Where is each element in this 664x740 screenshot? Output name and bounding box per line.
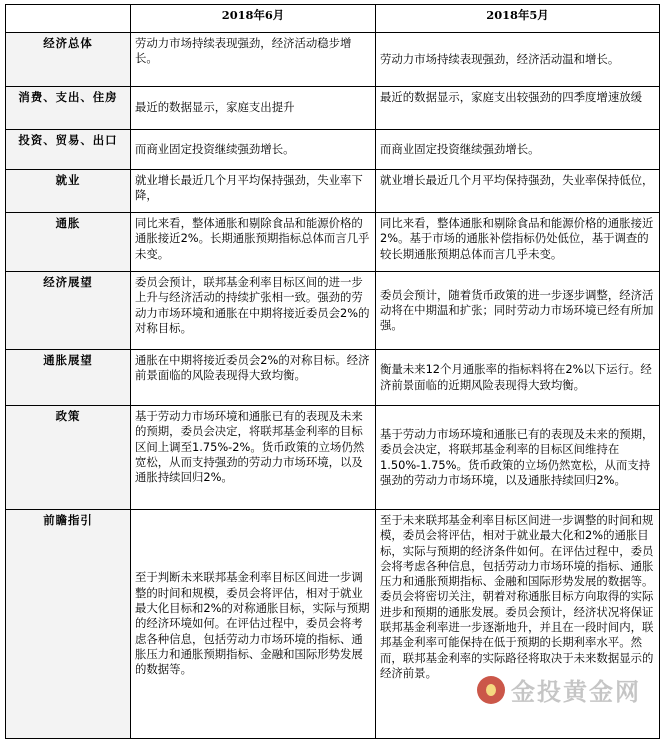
- table-row-policy: [6, 406, 660, 510]
- table-row-investment: [6, 130, 660, 170]
- cell-june: 最近的数据显示，家庭支出提升: [131, 87, 376, 130]
- cell-june: 委员会预计，联邦基金利率目标区间的进一步上升与经济活动的持续扩张相一致。强劲的劳动力市场环境和通胀在中期将接近委员会2%的对称目标。: [131, 272, 376, 350]
- row-label: 消费、支出、住房: [6, 87, 131, 130]
- cell-june: 就业增长最近几个月平均保持强劲，失业率下降，: [131, 170, 376, 213]
- cell-june: 通胀在中期将接近委员会2%的对称目标。经济前景面临的风险表现得大致均衡。: [131, 350, 376, 406]
- row-label: 通胀展望: [6, 350, 131, 406]
- cell-may: 衡量未来12个月通胀率的指标料将在2%以下运行。经济前景面临的近期风险表现得大致均衡。: [376, 350, 660, 406]
- table-row-inflation: [6, 213, 660, 272]
- fomc-comparison-table: [5, 4, 660, 739]
- cell-may: 至于未来联邦基金利率目标区间进一步调整的时间和规模，委员会将评估，相对于就业最大化和2%的通胀目标，实际与预期的经济条件如何。在评估过程中，委员会将考虑各种信息，包括劳动力市场环境的指标、通胀压力和通胀预期指标、金融和国际形势发展的数据等。委员会将密切关注，朝着对称通胀目标方向取得的实际进步和预期的通胀发展。委员会预计，经济状况将保证联邦基金利率进一步逐渐地升，并且在一段时间内，联邦基金利率可能保持在低于预期的长期利率水平。然而，联邦基金利率的实际路径将取决于未来数据显示的经济前景。: [376, 510, 660, 739]
- row-label: 政策: [6, 406, 131, 510]
- cell-june: 至于判断未来联邦基金利率目标区间进一步调整的时间和规模，委员会将评估，相对于就业最大化目标和2%的对称通胀目标，实际与预期的经济环境如何。在评估过程中，委员会将考虑各种信息，包括劳动力市场环境的指标、通胀压力和通胀预期指标、金融和国际形势发展的数据等。: [131, 510, 376, 739]
- table-row-forward-guidance: [6, 510, 660, 739]
- table-header-row: [6, 5, 660, 33]
- row-label: 投资、贸易、出口: [6, 130, 131, 170]
- cell-may: 而商业固定投资继续强劲增长。: [376, 130, 660, 170]
- cell-june: 劳动力市场持续表现强劲，经济活动稳步增长。: [131, 33, 376, 87]
- cell-june: 基于劳动力市场环境和通胀已有的表现及未来的预期，委员会决定，将联邦基金利率的目标区间上调至1.75%-2%。货币政策的立场仍然宽松，从而支持强劲的劳动力市场环境，以及通胀持续回归2%。: [131, 406, 376, 510]
- cell-may: 同比来看，整体通胀和剔除食品和能源价格的通胀接近2%。基于市场的通胀补偿指标仍处低位，基于调查的较长期通胀预期总体而言几乎未变。: [376, 213, 660, 272]
- cell-may: 最近的数据显示，家庭支出较强劲的四季度增速放缓: [376, 87, 660, 130]
- row-label: 经济展望: [6, 272, 131, 350]
- cell-may: 就业增长最近几个月平均保持强劲，失业率保持低位，: [376, 170, 660, 213]
- row-label: 通胀: [6, 213, 131, 272]
- cell-may: 基于劳动力市场环境和通胀已有的表现及未来的预期，委员会决定，将联邦基金利率的目标区间维持在1.50%-1.75%。货币政策的立场仍然宽松，从而支持强劲的劳动力市场环境，以及通胀持续回归2%。: [376, 406, 660, 510]
- row-label: 就业: [6, 170, 131, 213]
- row-label: 经济总体: [6, 33, 131, 87]
- table-row-employment: [6, 170, 660, 213]
- table-row-economy: [6, 33, 660, 87]
- row-label: 前瞻指引: [6, 510, 131, 739]
- header-june-2018: 2018年6月: [131, 5, 376, 33]
- table-row-consumption: [6, 87, 660, 130]
- cell-june: 同比来看，整体通胀和剔除食品和能源价格的通胀接近2%。长期通胀预期指标总体而言几乎未变。: [131, 213, 376, 272]
- table-row-inflation-outlook: [6, 350, 660, 406]
- cell-may: 委员会预计，随着货币政策的进一步逐步调整，经济活动将在中期温和扩张；同时劳动力市场环境已经有所加强。: [376, 272, 660, 350]
- header-corner-cell: [6, 5, 131, 33]
- cell-june: 而商业固定投资继续强劲增长。: [131, 130, 376, 170]
- logo-text: 金投黄金网: [511, 677, 641, 706]
- header-may-2018: 2018年5月: [376, 5, 660, 33]
- table-row-economic-outlook: [6, 272, 660, 350]
- cell-may: 劳动力市场持续表现强劲，经济活动温和增长。: [376, 33, 660, 87]
